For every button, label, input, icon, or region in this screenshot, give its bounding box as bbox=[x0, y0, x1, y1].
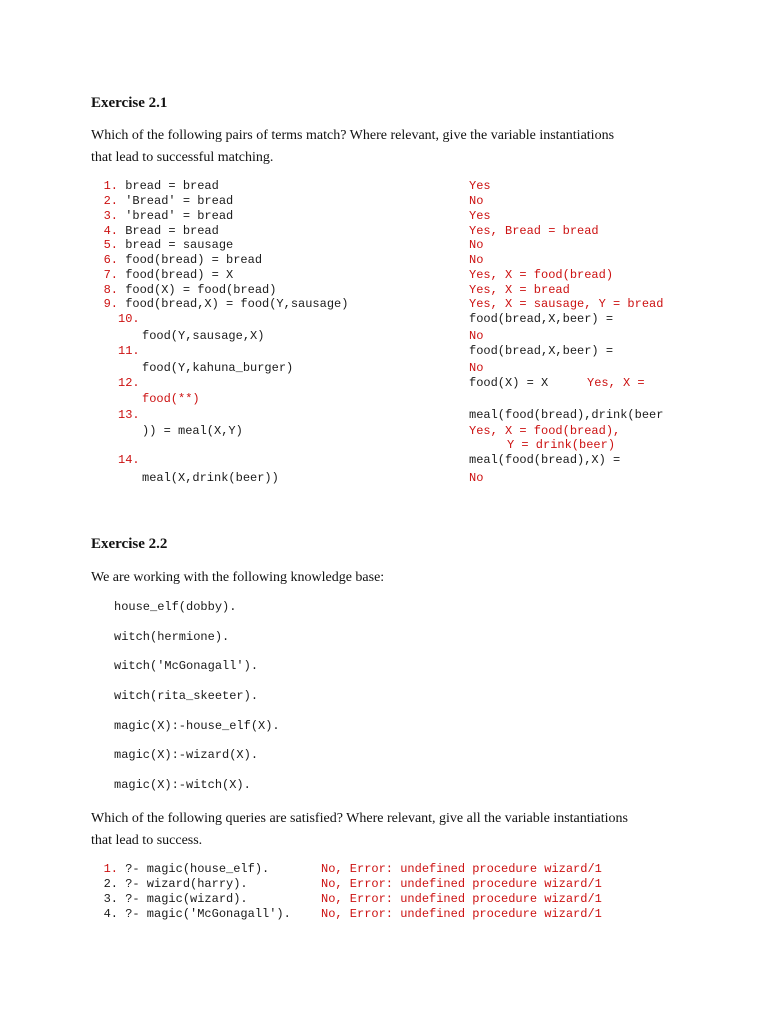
item-term: meal(food(bread),X) = bbox=[469, 453, 621, 467]
item-answer: Yes bbox=[469, 209, 491, 223]
item-answer: No bbox=[469, 194, 484, 208]
item-term: Bread = bread bbox=[125, 224, 219, 238]
intro-line-2: that lead to successful matching. bbox=[91, 150, 274, 165]
item-term: food(X) = X bbox=[469, 376, 549, 390]
query-number: 1. bbox=[103, 862, 118, 876]
item-answer: Yes, X = bbox=[587, 376, 645, 390]
item-term: food(X) = food(bread) bbox=[125, 283, 277, 297]
query-answer: No, Error: undefined procedure wizard/1 bbox=[321, 892, 602, 906]
query-item bbox=[96, 862, 269, 877]
kb-clause: magic(X):-witch(X). bbox=[114, 778, 251, 792]
item-answer: Yes, X = sausage, Y = bread bbox=[469, 297, 664, 311]
item-term-continued: food(Y,sausage,X) bbox=[142, 329, 265, 343]
item-answer: Yes, X = food(bread), bbox=[469, 424, 621, 438]
item-term-continued: )) = meal(X,Y) bbox=[142, 424, 243, 438]
kb-clause: witch('McGonagall'). bbox=[114, 659, 259, 673]
query-item bbox=[96, 892, 248, 907]
item-term: 'bread' = bread bbox=[125, 209, 234, 223]
item-answer: Yes, X = food(bread) bbox=[469, 268, 614, 282]
query-number: 4. bbox=[103, 907, 118, 921]
query-answer: No, Error: undefined procedure wizard/1 bbox=[321, 907, 602, 921]
match-item bbox=[96, 179, 219, 194]
query-answer: No, Error: undefined procedure wizard/1 bbox=[321, 877, 602, 891]
match-item bbox=[96, 209, 233, 224]
item-number: 8. bbox=[103, 283, 118, 297]
kb-clause: magic(X):-wizard(X). bbox=[114, 748, 259, 762]
kb-clause: witch(rita_skeeter). bbox=[114, 689, 259, 703]
query-item bbox=[96, 877, 248, 892]
item-number: 1. bbox=[103, 179, 118, 193]
item-number: 12. bbox=[118, 376, 140, 390]
exercise-2-1-title: Exercise 2.1 bbox=[91, 95, 168, 111]
match-item bbox=[96, 283, 276, 298]
query-text: ?- magic('McGonagall'). bbox=[125, 907, 291, 921]
item-number: 3. bbox=[103, 209, 118, 223]
item-term: 'Bread' = bread bbox=[125, 194, 234, 208]
item-term-continued: food(Y,kahuna_burger) bbox=[142, 361, 294, 375]
item-answer: No bbox=[469, 329, 484, 343]
query-answer: No, Error: undefined procedure wizard/1 bbox=[321, 862, 602, 876]
item-answer-continued: Y = drink(beer) bbox=[507, 438, 616, 452]
item-term: food(bread,X,beer) = bbox=[469, 344, 614, 358]
item-answer: Yes, Bread = bread bbox=[469, 224, 599, 238]
query-text: ?- wizard(harry). bbox=[125, 877, 248, 891]
kb-clause: house_elf(dobby). bbox=[114, 600, 237, 614]
item-term: food(bread) = bread bbox=[125, 253, 263, 267]
kb-clause: magic(X):-house_elf(X). bbox=[114, 719, 280, 733]
match-item bbox=[96, 194, 233, 209]
exercise-2-2-intro: We are working with the following knowledge base: bbox=[91, 570, 385, 585]
item-term: bread = sausage bbox=[125, 238, 234, 252]
item-number: 14. bbox=[118, 453, 140, 467]
item-number: 10. bbox=[118, 312, 140, 326]
item-answer: No bbox=[469, 253, 484, 267]
item-number: 13. bbox=[118, 408, 140, 422]
item-answer: No bbox=[469, 238, 484, 252]
query-text: ?- magic(house_elf). bbox=[125, 862, 270, 876]
item-number: 9. bbox=[103, 297, 118, 311]
item-term-continued: meal(X,drink(beer)) bbox=[142, 471, 279, 485]
query-text: ?- magic(wizard). bbox=[125, 892, 248, 906]
query-number: 2. bbox=[103, 877, 118, 891]
item-number: 5. bbox=[103, 238, 118, 252]
exercise-2-2-question bbox=[91, 808, 691, 852]
match-item bbox=[96, 224, 219, 239]
item-answer-continued: food(**) bbox=[142, 392, 200, 406]
exercise-2-1-intro bbox=[91, 125, 691, 169]
item-term: food(bread,X,beer) = bbox=[469, 312, 614, 326]
match-item bbox=[96, 253, 262, 268]
match-item bbox=[96, 268, 233, 283]
question-line-1: Which of the following queries are satisfied? Where relevant, give all the variable instantiations bbox=[91, 811, 628, 826]
item-answer: No bbox=[469, 471, 484, 485]
query-number: 3. bbox=[103, 892, 118, 906]
intro-line-1: Which of the following pairs of terms match? Where relevant, give the variable instantiations bbox=[91, 128, 615, 143]
item-term: bread = bread bbox=[125, 179, 219, 193]
item-answer: Yes bbox=[469, 179, 491, 193]
item-term: meal(food(bread),drink(beer bbox=[469, 408, 664, 422]
match-item bbox=[96, 238, 233, 253]
query-item bbox=[96, 907, 291, 922]
item-number: 2. bbox=[103, 194, 118, 208]
item-term: food(bread) = X bbox=[125, 268, 234, 282]
item-number: 4. bbox=[103, 224, 118, 238]
exercise-2-2-title: Exercise 2.2 bbox=[91, 536, 168, 552]
item-answer: No bbox=[469, 361, 484, 375]
item-answer: Yes, X = bread bbox=[469, 283, 570, 297]
item-number: 7. bbox=[103, 268, 118, 282]
item-number: 11. bbox=[118, 344, 140, 358]
item-term: food(bread,X) = food(Y,sausage) bbox=[125, 297, 349, 311]
kb-clause: witch(hermione). bbox=[114, 630, 230, 644]
question-line-2: that lead to success. bbox=[91, 833, 203, 848]
match-item bbox=[96, 297, 348, 312]
item-number: 6. bbox=[103, 253, 118, 267]
